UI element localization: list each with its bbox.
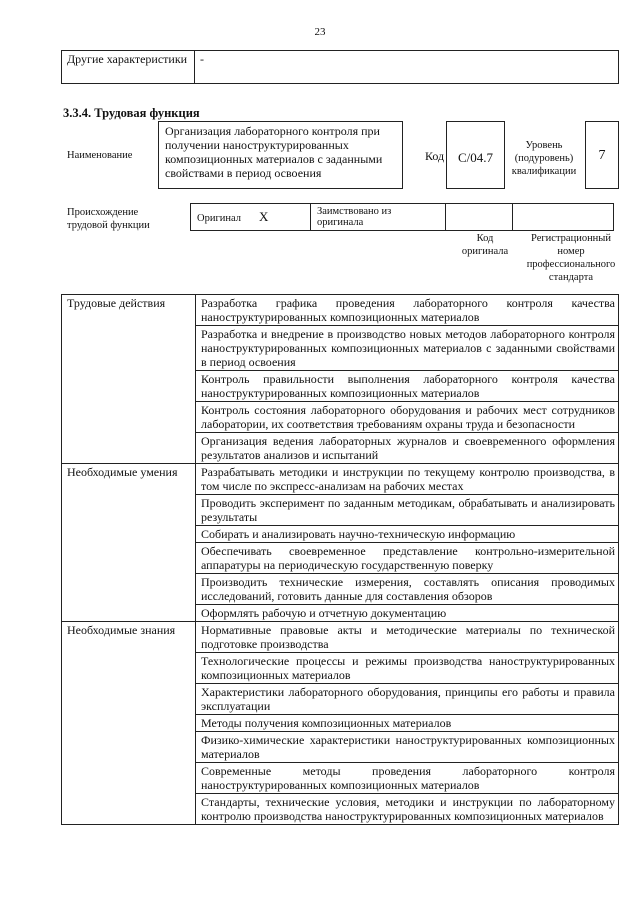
other-characteristics-table [61,50,619,84]
list-item: Характеристики лабораторного оборудования, принципы его работы и правила эксплуатации [196,684,619,715]
list-item: Оформлять рабочую и отчетную документацию [196,605,619,622]
list-item: Собирать и анализировать научно-техническую информацию [196,526,619,543]
table-row [62,295,619,326]
list-item: Физико-химические характеристики наноструктурированных композиционных материалов [196,732,619,763]
list-item: Контроль правильности выполнения лабораторного контроля качества наноструктурированных композиционных материалов [196,371,619,402]
naim-value: Организация лабораторного контроля при получении наноструктурированных композиционных материалов с заданными свойствами в период освоения [158,121,403,189]
list-item: Обеспечивать своевременное представление контрольно-измерительной аппаратуры на периодическую государственную поверку [196,543,619,574]
original-cell [191,204,311,231]
list-item: Современные методы проведения лабораторного контроля наноструктурированных композиционных материалов [196,763,619,794]
list-item: Разработка графика проведения лабораторного контроля качества наноструктурированных композиционных материалов [196,295,619,326]
origin-table [190,203,614,231]
original-label: Оригинал [197,213,241,224]
page-number: 23 [314,26,326,38]
other-characteristics-value: - [195,51,619,84]
reg-number-caption: Регистрационный номер профессионального стандарта [526,233,616,283]
list-item: Методы получения композиционных материалов [196,715,619,732]
section-title: 3.3.4. Трудовая функция [63,106,200,120]
list-item: Технологические процессы и режимы производства наноструктурированных композиционных материалов [196,653,619,684]
list-item: Проводить эксперимент по заданным методикам, обрабатывать и анализировать результаты [196,495,619,526]
kod-original-cell [446,204,513,231]
section-title-actions: Трудовые действия [62,295,196,464]
borrowed-label: Заимствовано из оригинала [311,204,446,231]
list-item: Разработка и внедрение в производство новых методов лабораторного контроля наноструктурированных композиционных материалов с заданными свойствами в период освоения [196,326,619,371]
kod-original-caption: Код оригинала [461,233,509,257]
list-item: Разрабатывать методики и инструкции по текущему контролю производства, в том числе по экспресс-анализам на рабочих местах [196,464,619,495]
reg-number-cell [513,204,614,231]
table-row [62,464,619,495]
uroven-label: Уровень (подуровень) квалификации [511,140,577,177]
naim-label: Наименование [67,150,133,161]
function-details-table [61,294,619,825]
table-row [62,622,619,653]
list-item: Стандарты, технические условия, методики и инструкции по лабораторному контролю производства наноструктурированных композиционных материалов [196,794,619,825]
original-mark: X [259,209,269,224]
list-item: Производить технические измерения, составлять описания проводимых исследований, готовить данные для составления обзоров [196,574,619,605]
uroven-value: 7 [585,121,619,189]
list-item: Нормативные правовые акты и методические материалы по технической подготовке производства [196,622,619,653]
list-item: Контроль состояния лабораторного оборудования и рабочих мест сотрудников лаборатории, их соответствия требованиям охраны труда и безопасности [196,402,619,433]
kod-label: Код [425,149,445,163]
section-title-knowledge: Необходимые знания [62,622,196,825]
kod-value: C/04.7 [446,121,505,189]
list-item: Организация ведения лабораторных журналов и своевременного оформления результатов анализов и испытаний [196,433,619,464]
section-title-skills: Необходимые умения [62,464,196,622]
other-characteristics-label: Другие характеристики [62,51,195,84]
origin-label: Происхождение трудовой функции [67,207,150,231]
